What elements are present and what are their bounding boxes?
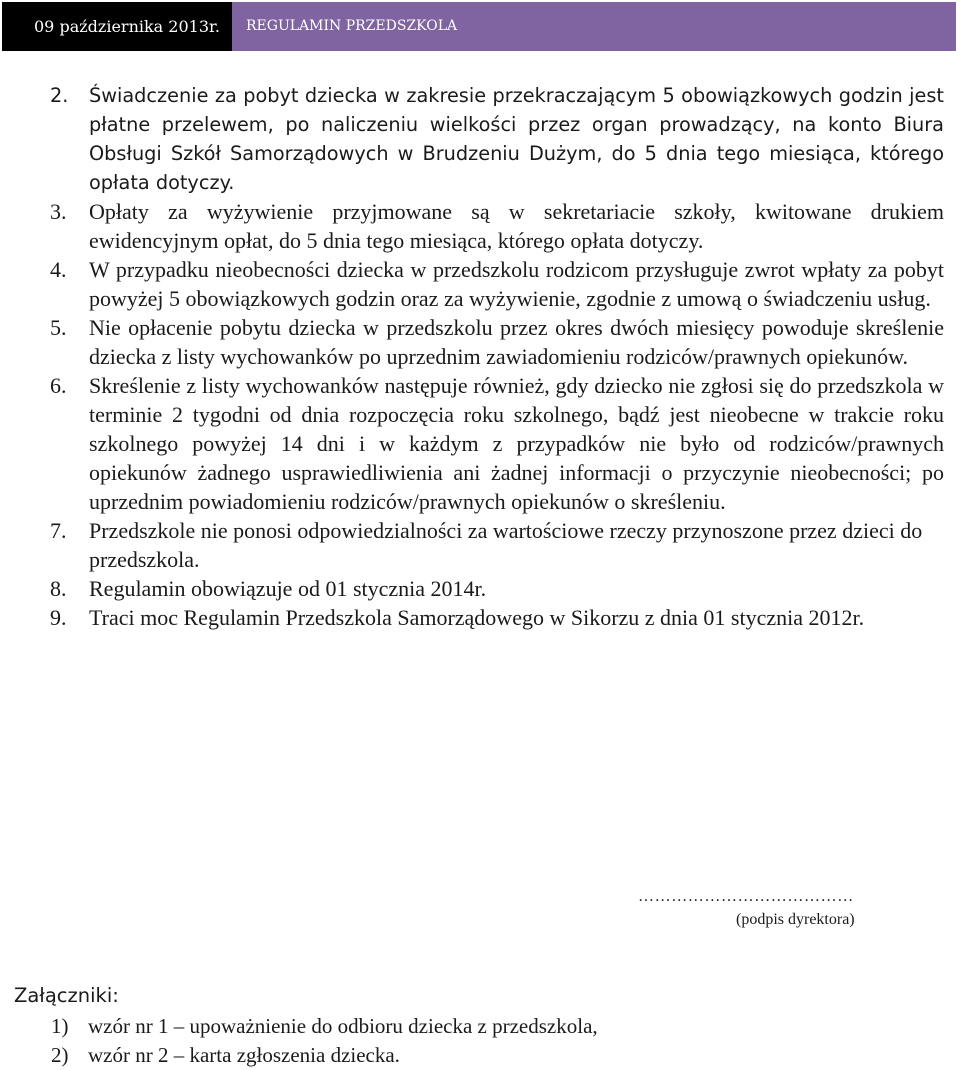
list-item-text: Nie opłacenie pobytu dziecka w przedszkolu przez okres dwóch miesięcy powoduje skreślenie dziecka z listy wychowanków po uprzednim zawiadomieniu rodziców/prawnych opiekunów. bbox=[89, 315, 944, 369]
header-date: 09 października 2013r. bbox=[2, 2, 232, 51]
list-item-text: Opłaty za wyżywienie przyjmowane są w sekretariacie szkoły, kwitowane drukiem ewidencyjnym opłat, do 5 dnia tego miesiąca, którego opłata dotyczy. bbox=[89, 199, 944, 253]
list-item-text: Świadczenie za pobyt dziecka w zakresie przekraczającym 5 obowiązkowych godzin jest płatne przelewem, po naliczeniu wielkości przez organ prowadzący, na konto Biura Obsługi Szkół Samorządowych w Brudzeniu Dużym, do 5 dnia tego miesiąca, którego opłata dotyczy. bbox=[89, 84, 944, 194]
list-item-text: Traci moc Regulamin Przedszkola Samorządowego w Sikorzu z dnia 01 stycznia 2012r. bbox=[89, 605, 865, 630]
regulation-list bbox=[50, 81, 944, 632]
list-item bbox=[50, 197, 944, 255]
list-item bbox=[50, 255, 944, 313]
list-item-number: 4. bbox=[50, 257, 67, 282]
list-item-number: 7. bbox=[50, 518, 67, 543]
signature-label: (podpis dyrektora) bbox=[736, 911, 855, 928]
header-title: REGULAMIN PRZEDSZKOLA bbox=[232, 2, 956, 51]
attachment-number: 2) bbox=[51, 1043, 69, 1067]
attachment-text: wzór nr 2 – karta zgłoszenia dziecka. bbox=[88, 1043, 400, 1067]
attachments-list bbox=[51, 1012, 598, 1070]
list-item-text: Skreślenie z listy wychowanków następuje również, gdy dziecko nie zgłosi się do przedszkola w terminie 2 tygodni od dnia rozpoczęcia roku szkolnego, bądź jest nieobecne w trakcie roku szkolnego powyżej 14 dni i w każdym z przypadków nie było od rodziców/prawnych opiekunów żadnego usprawiedliwienia ani żadnej informacji o przyczynie nieobecności; po uprzednim powiadomieniu rodziców/prawnych opiekunów o skreśleniu. bbox=[89, 373, 944, 514]
list-item bbox=[50, 574, 944, 603]
list-item-number: 9. bbox=[50, 605, 67, 630]
attachment-item bbox=[51, 1041, 598, 1070]
list-item-text: Regulamin obowiązuje od 01 stycznia 2014r. bbox=[89, 576, 487, 601]
list-item-number: 6. bbox=[50, 373, 67, 398]
attachment-item bbox=[51, 1012, 598, 1041]
attachments-heading: Załączniki: bbox=[14, 984, 119, 1007]
list-item bbox=[50, 603, 944, 632]
attachment-text: wzór nr 1 – upoważnienie do odbioru dziecka z przedszkola, bbox=[88, 1014, 598, 1038]
list-item-number: 3. bbox=[50, 199, 67, 224]
list-item-number: 8. bbox=[50, 576, 67, 601]
list-item-text: W przypadku nieobecności dziecka w przedszkolu rodzicom przysługuje zwrot wpłaty za pobyt powyżej 5 obowiązkowych godzin oraz za wyżywienie, zgodnie z umową o świadczeniu usług. bbox=[89, 257, 944, 311]
attachment-number: 1) bbox=[51, 1014, 69, 1038]
list-item-number: 5. bbox=[50, 315, 67, 340]
signature-line: ………………………………… bbox=[638, 888, 854, 905]
list-item bbox=[50, 313, 944, 371]
document-header bbox=[2, 2, 956, 51]
list-item-text: Przedszkole nie ponosi odpowiedzialności za wartościowe rzeczy przynoszone przez dzieci do przedszkola. bbox=[89, 518, 923, 572]
list-item bbox=[50, 516, 944, 574]
list-item bbox=[50, 81, 944, 197]
list-item-number: 2. bbox=[50, 84, 69, 107]
list-item bbox=[50, 371, 944, 516]
